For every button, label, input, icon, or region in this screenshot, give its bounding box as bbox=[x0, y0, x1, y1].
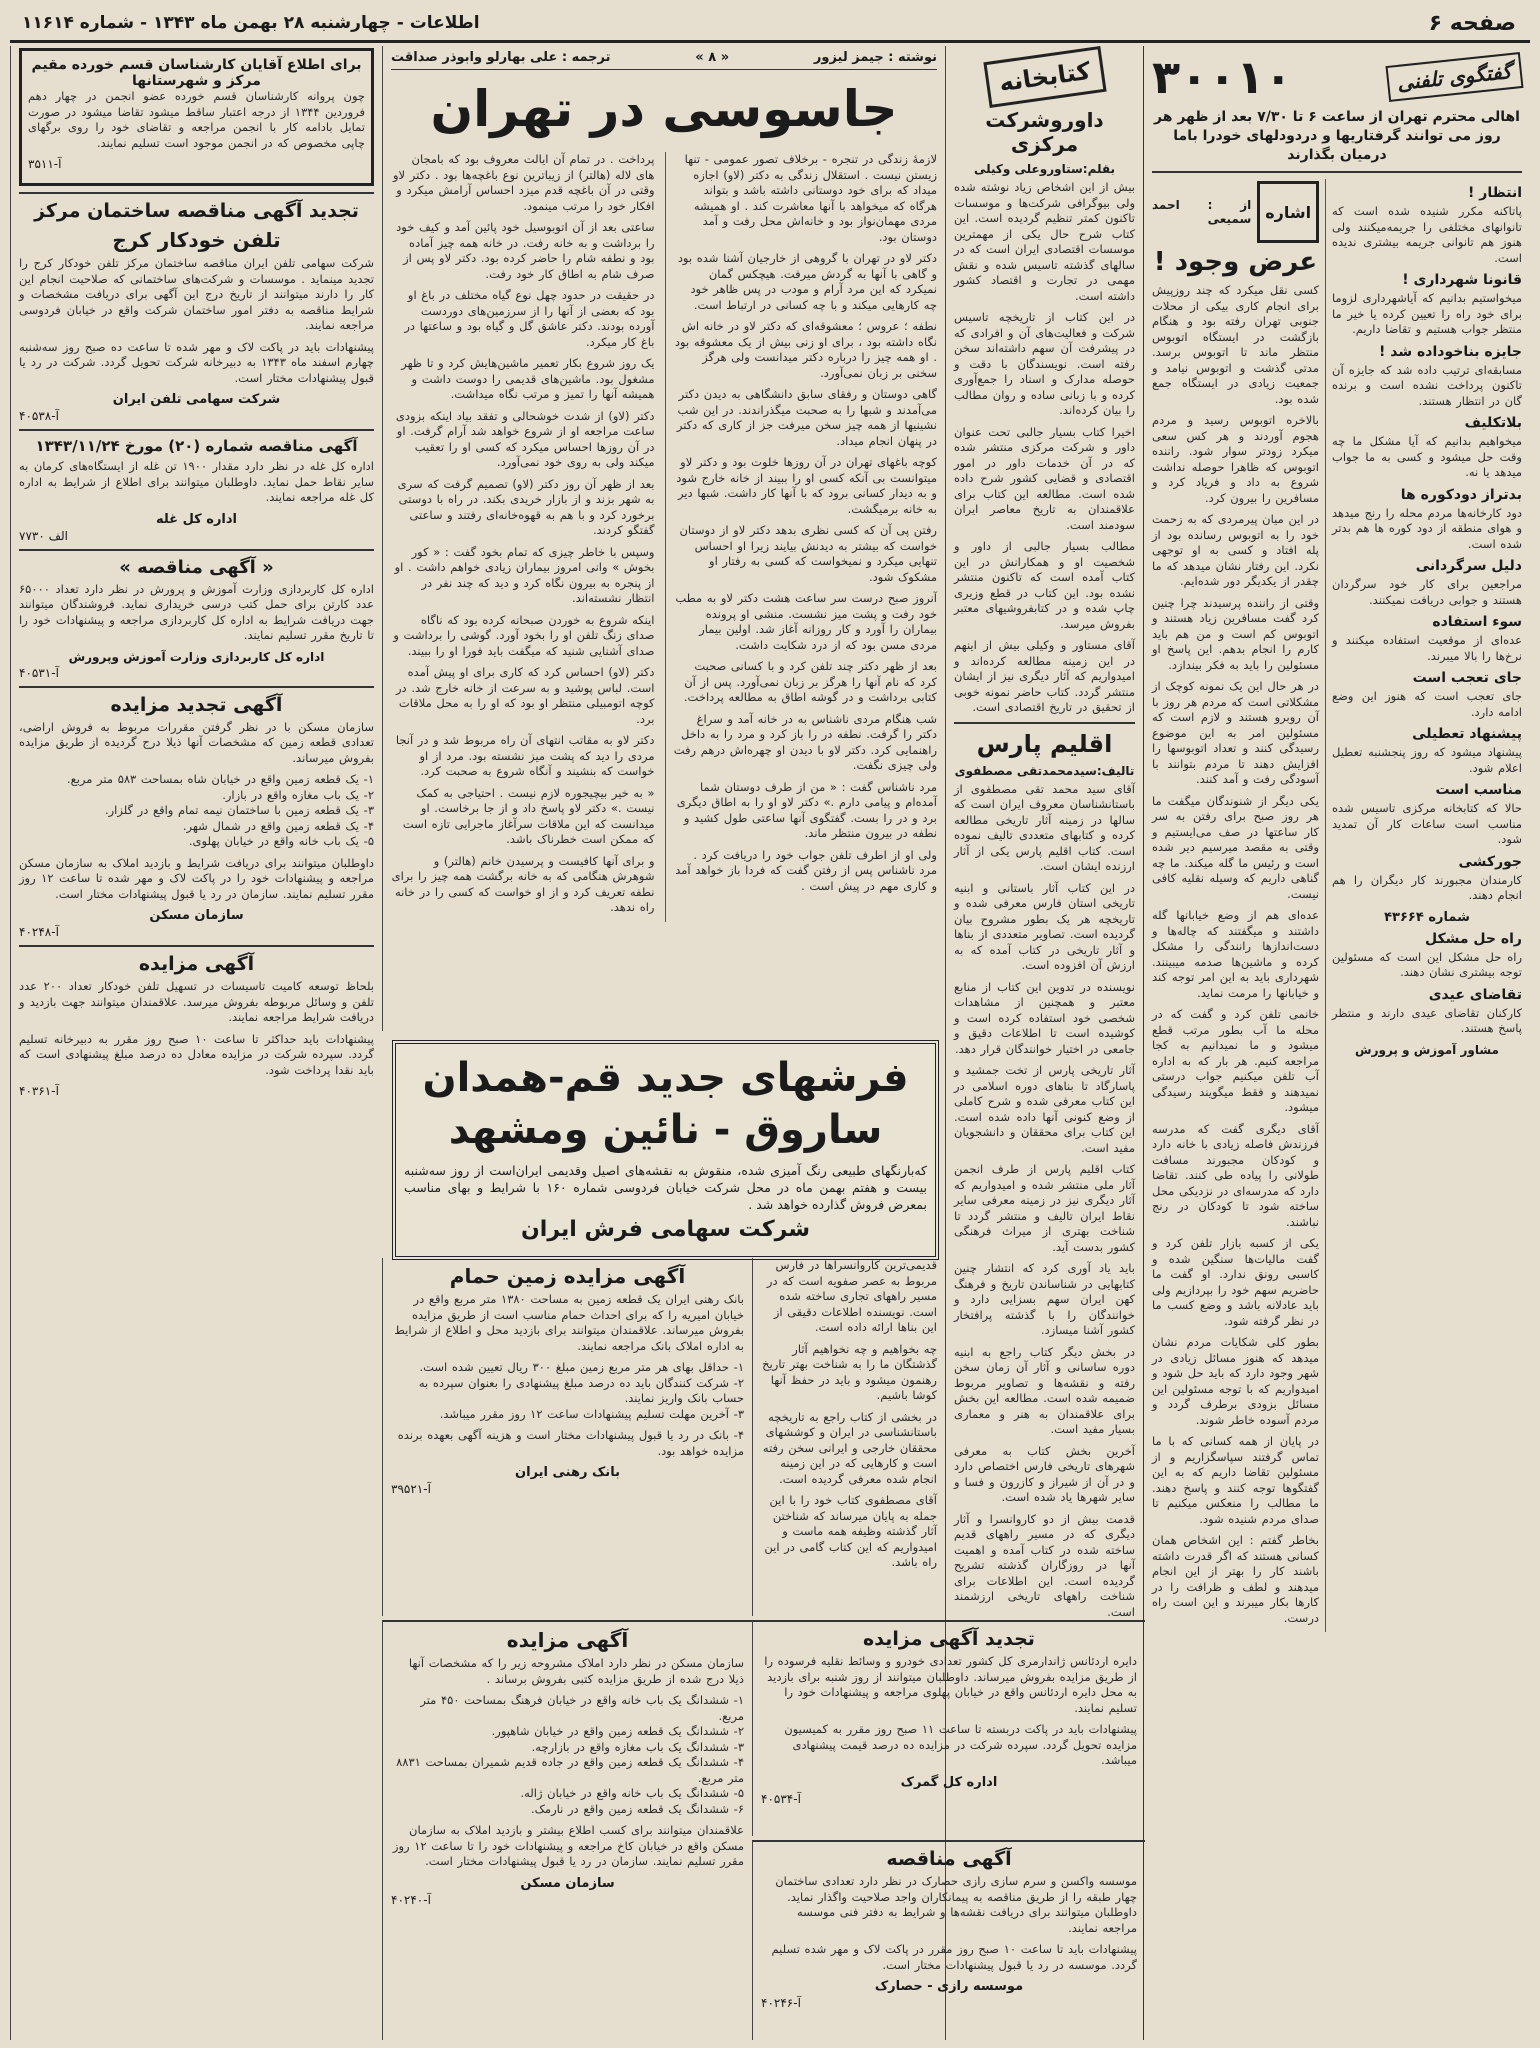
carpet-headline-1: فرشهای جدید قم-همدان bbox=[422, 1055, 909, 1101]
page-header bbox=[10, 6, 1530, 43]
carpet-company: شرکت سهامی فرش ایران bbox=[521, 1217, 810, 1242]
land-bank: بانک رهنی ایران bbox=[515, 1465, 620, 1480]
carpet-advertisement bbox=[392, 1040, 939, 1260]
razi-tender-title: آگهی مناقصه bbox=[886, 1848, 1012, 1870]
ad-code: الف ۷۷۳۰ bbox=[19, 528, 69, 543]
library-logo: کتابخانه bbox=[983, 46, 1106, 108]
notice-code: آ-۳۵۱۱ bbox=[28, 157, 62, 171]
tender-20-title: آگهی مناقصه شماره (۲۰) مورخ ۱۳۴۳/۱۱/۲۴ bbox=[35, 437, 358, 455]
item-heading: سوء استفاده bbox=[1432, 614, 1522, 630]
customs-auction-ad: تجدید آگهی مزایده دایره اردئانس ژاندارمری کل کشور تعدادی خودرو و وسائط نقلیه فرسوده را از طریق مزایده بفروش میرساند. داوطلبان میتوانند از روز شنبه برای بازدید به محل دایره اردئانس واقع در خیابان پهلوی مراجعه و پیشنهادات خود را تسلیم نمایند. پیشنهادات باید در پاکت دربسته تا ساعت ۱۱ صبح روز مقرر به کمیسیون مزایده تحویل گردد. سپرده شرکت در مزایده ده درصد قیمت پیشنهادی میباشد. اداره کل گمرک آ-۴۰۵۳۴ bbox=[752, 1620, 1145, 1836]
ad-code: آ-۴۰۲۴۶ bbox=[761, 1996, 801, 2010]
book-author: بقلم:ستاوروعلی وکیلی bbox=[973, 162, 1116, 176]
item-heading: راه حل مشکل bbox=[1424, 930, 1522, 947]
carpet-headline-2: ساروق - نائین ومشهد bbox=[448, 1107, 883, 1153]
column-title: عرض وجود ! bbox=[1153, 247, 1318, 277]
book-title: اقلیم پارس bbox=[976, 729, 1113, 758]
telephone-company: شرکت سهامی تلفن ایران bbox=[112, 392, 281, 407]
customs-auction-title: تجدید آگهی مزایده bbox=[863, 1628, 1035, 1650]
columnist-byline: از : احمد سمیعی bbox=[1152, 198, 1252, 226]
ad-code: آ-۴۰۵۳۴ bbox=[761, 1791, 801, 1806]
item-heading: قانونا شهرداری ! bbox=[1402, 272, 1522, 288]
phone-number-headline: ۳۰۰۱۰ bbox=[1152, 50, 1293, 104]
serial-author: نوشته : جیمز لیزور bbox=[813, 50, 937, 65]
phone-reference: شماره ۴۳۶۶۴ bbox=[1384, 909, 1470, 925]
advisor-sign: مشاور آموزش و پرورش bbox=[1355, 1042, 1499, 1057]
razi-institute: موسسه رازی - حصارک bbox=[874, 1979, 1024, 1994]
book-author: تالیف:سیدمحمدتقی مصطفوی bbox=[954, 763, 1135, 778]
ad-code: آ-۴۰۵۳۱ bbox=[19, 665, 59, 680]
auction-title: آگهی مزایده bbox=[138, 953, 255, 975]
housing-auction-title: آگهی مزایده bbox=[506, 1628, 629, 1652]
dateline: اطلاعات - چهارشنبه ۲۸ بهمن ماه ۱۳۴۳ - شماره ۱۱۶۱۴ bbox=[22, 13, 480, 33]
ad-code: آ-۴۰۲۴۰ bbox=[391, 1892, 431, 1907]
agri-office: اداره کل کاربردازی وزارت آموزش وپرورش bbox=[68, 649, 325, 664]
razi-tender-ad: آگهی مناقصه موسسه واکسن و سرم سازی رازی حصارک در نظر دارد تعدادی ساختمان چهار طبقه را از طریق مناقصه به پیمانکاران واجد صلاحیت واگذار نماید. داوطلبان میتوانند برای دریافت نقشه‌ها و شرایط به دفتر فنی موسسه مراجعه نمایند. پیشنهادات باید تا ساعت ۱۰ صبح روز مقرر در پاکت لاک و مهر شده تسلیم گردد. موسسه در رد یا قبول پیشنهادات مختار است. موسسه رازی - حصارک آ-۴۰۲۴۶ bbox=[752, 1840, 1145, 2040]
column-library: کتابخانه داوروشرکت مرکزی بقلم:ستاوروعلی وکیلی بیش از این اشخاص زیاد نوشته شده ولی بیوگرافی شرکت‌ها و موسسات تاکنون کمتر تنظیم گردیده است. این کتاب شرح حال یکی از مهمترین موسسات اقتصادی ایران است که در سالهای گذشته تاسیس شده و نقش مهمی در تجارت و اقتصاد کشور داشته است. در این کتاب از تاریخچه تاسیس شرکت و فعالیت‌های آن و افرادی که در پیشرفت آن سهم داشته‌اند سخن رفته است. نویسندگان با دقت و حوصله مدارک و اسناد را جمع‌آوری کرده و با زبانی ساده و روان مطالب را بیان کرده‌اند. اخیرا کتاب بسیار جالبی تحت عنوان داور و شرکت مرکزی منتشر شده که در آن خدمات داور در امور اقتصادی و قضایی کشور شرح داده شده است. مطالعه این کتاب برای علاقمندان به تاریخ معاصر ایران سودمند است. مطالب بسیار جالبی از داور و شخصیت او و همکارانش در این کتاب آمده است که تاکنون منتشر نشده بود. این کتاب در قطع وزیری چاپ شده و در کتابفروشیهای معتبر بفروش میرسد. آقای مستاور و وکیلی بیش از اینهم در این زمینه مطالعه کرده‌اند و امیدواریم که آثار دیگری نیز از ایشان منتشر گردد. کتاب حاضر نمونه خوبی از تحقیق در تاریخ اقتصادی است. اقلیم پارس تالیف:سیدمحمدتقی مصطفوی آقای سید محمد تقی مصطفوی از باستانشناسان معروف ایران است که سالها در زمینه آثار تاریخی مطالعه کرده و کتابهای متعددی تالیف نموده است. کتاب اقلیم پارس یکی از آثار ارزنده ایشان است. در این کتاب آثار باستانی و ابنیه تاریخی استان فارس معرفی شده و تاریخچه هر یک بطور مشروح بیان گردیده است. تصاویر متعددی از بناها و آثار تاریخی در کتاب آمده که به ارزش آن افزوده است. نویسنده در تدوین این کتاب از منابع معتبر و همچنین از مشاهدات شخصی خود استفاده کرده است و کوشیده است تا اطلاعات دقیق و جامعی در اختیار خوانندگان قرار دهد. آثار تاریخی پارس از تخت جمشید و پاسارگاد تا بناهای دوره اسلامی در این کتاب معرفی شده و شرح کاملی از وضع کنونی آنها داده شده است. این کتاب برای محققان و دانشجویان مفید است. کتاب اقلیم پارس از طرف انجمن آثار ملی منتشر شده و امیدواریم که آثار دیگری نیز در زمینه معرفی سایر نقاط ایران تالیف و منتشر گردد تا شناخت بهتری از میراث فرهنگی کشور بدست آید. باید یاد آوری کرد که انتشار چنین کتابهایی در شناساندن تاریخ و فرهنگ کهن ایران سهم بسزایی دارد و خوانندگان را با گذشته پرافتخار کشور آشنا میسازد. در بخش دیگر کتاب راجع به ابنیه دوره ساسانی و آثار آن زمان سخن رفته و نقشه‌ها و تصاویر مربوط ضمیمه شده است. مطالعه این بخش برای علاقمندان به هنر و معماری بسیار مفید است. آخرین بخش کتاب به معرفی شهرهای تاریخی فارس اختصاص دارد و در آن از شیراز و کازرون و فسا و سایر شهرها یاد شده است. قدمت بیش از دو کاروانسرا و آثار دیگری که در مسیر راههای قدیم ساخته شده در کتاب آمده و اهمیت آنها در روزگاران گذشته تشریح گردیده است. این اطلاعات برای شناخت راههای تاریخی ارزشمند است. bbox=[945, 46, 1143, 2040]
item-heading: پیشنهاد تعطیلی bbox=[1412, 726, 1522, 742]
ad-code: آ-۴۰۳۶۱ bbox=[19, 1084, 59, 1098]
tender-title: « آگهی مناقصه » bbox=[119, 556, 274, 578]
column-classified-ads: برای اطلاع آقایان کارشناسان قسم خورده مقیم مرکز و شهرستانها چون پروانه کارشناسان قسم خورده عضو انجمن در چهار دهم فروردین ۱۳۴۴ از درجه اعتبار ساقط میشود تقاضا میشود در صورت تمایل بادامه کار با انجمن مراجعه و تقاضای خود را روی برگهای چاپی مخصوص که در انجمن موجود است تسلیم نمایند. آ-۳۵۱۱ تجدید آگهی مناقصه ساختمان مرکز تلفن خودکار کرج شرکت سهامی تلفن ایران مناقصه ساختمان مرکز تلفن خودکار کرج را تجدید مینماید . موسسات و شرکت‌های ساختمانی که صلاحیت انجام این کار را دارند میتوانند از تاریخ درج این آگهی برای دریافت مشخصات و شرایط مناقصه به دفتر امور ساختمان شرکت واقع در خیابان فردوسی مراجعه نمایند. پیشنهادات باید در پاکت لاک و مهر شده تا ساعت ده صبح روز سه‌شنبه چهارم اسفند ماه ۱۳۴۳ به دبیرخانه شرکت تحویل گردد. شرکت در رد یا قبول پیشنهادات مختار است. شرکت سهامی تلفن ایران آ-۴۰۵۳۸ آگهی مناقصه شماره (۲۰) مورخ ۱۳۴۳/۱۱/۲۴ اداره کل غله در نظر دارد مقدار ۱۹۰۰ تن غله از ایستگاه‌های کرمان به سایر نقاط حمل نماید. داوطلبان میتوانند برای اطلاع از شرایط به اداره کل غله مراجعه نمایند. اداره کل غله الف ۷۷۳۰ « آگهی مناقصه » اداره کل کاربردازی وزارت آموزش و پرورش در نظر دارد تعداد ۶۵۰۰۰ عدد کارتن برای حمل کتب درسی خریداری نماید. فروشندگان میتوانند جهت دریافت شرایط به اداره کل کاربردازی مراجعه و پیشنهادات خود را تا تاریخ مقرر تسلیم نمایند. اداره کل کاربردازی وزارت آموزش وپرورش آ-۴۰۵۳۱ آگهی تجدید مزایده سازمان مسکن با در نظر گرفتن مقررات مربوط به فروش اراضی، تعدادی قطعه زمین که مشخصات آنها ذیلا درج گردیده از طریق مزایده بفروش میرساند. ۱- یک قطعه زمین واقع در خیابان شاه بمساحت ۵۸۳ متر مربع. ۲- یک باب مغازه واقع در بازار. ۳- یک قطعه زمین با ساختمان نیمه تمام واقع در گلزار. ۴- یک قطعه زمین واقع در شمال شهر. ۵- یک باب خانه واقع در خیابان پهلوی. داوطلبان میتوانند برای دریافت شرایط و بازدید املاک به سازمان مسکن مراجعه و پیشنهادات خود را در پاکت لاک و مهر شده تا ساعت ۱۲ روز مقرر تسلیم نمایند. سازمان در رد یا قبول پیشنهادات مختار است. سازمان مسکن آ-۴۰۲۴۸ آگهی مزایده بلحاظ توسعه کامیت تاسیسات در تسهیل تلفن خودکار تعداد ۲۰۰ عدد تلفن و وسائل مربوطه بفروش میرسد. علاقمندان میتوانند جهت بازدید و دریافت شرایط مراجعه نمایند. پیشنهادات باید حداکثر تا ساعت ۱۰ صبح روز مقرر به دبیرخانه تسلیم گردد. سپرده شرکت در مزایده معادل ده درصد مبلغ پیشنهادی است که باید نقدا پرداخت شود. آ-۴۰۳۶۱ bbox=[10, 46, 382, 2040]
carpet-body: کەبارنگهای طبیعی رنگ آمیزی شده، منقوش به نقشه‌های اصیل وقدیمی ایران‌است از روز سه‌شنبه بیست و هفتم بهمن ماه در محل شرکت خیابان فردوسی شماره ۱۶۰ با شرایط و بهای مناسب بمعرض فروش گذارده خواهد شد . bbox=[404, 1163, 927, 1212]
item-heading: جای تعجب است bbox=[1412, 670, 1522, 686]
book-continuation: قدیمی‌ترین کاروانسراها در فارس مربوط به عصر صفویه است که در مسیر راههای تجاری ساخته شده است. نویسنده اطلاعات دقیقی از این بناها ارائه داده است. چه بخواهیم و چه نخواهیم آثار گذشتگان ما را به شناخت بهتر تاریخ رهنمون میشود و باید در حفظ آنها کوشا باشیم. در بخشی از کتاب راجع به تاریخچه باستانشناسی در ایران و کوششهای محققان خارجی و ایرانی سخن رفته است و کارهایی که در این زمینه انجام شده معرفی گردیده است. آقای مصطفوی کتاب خود را با این جمله به پایان میرساند که شناختن آثار گذشته وظیفه همه ماست و امیدواریم که این کتاب گامی در این راه باشد. bbox=[752, 1258, 945, 1616]
column-logo: اشاره bbox=[1257, 181, 1319, 243]
book-title: داوروشرکت مرکزی bbox=[985, 108, 1104, 156]
housing-auction-ad: آگهی مزایده سازمان مسکن در نظر دارد املاک مشروحه زیر را که مشخصات آنها ذیلا درج شده از طریق مزایده کتبی بفروش برساند . ۱- ششدانگ یک باب خانه واقع در خیابان فرهنگ بمساحت ۴۵۰ متر مربع. ۲- ششدانگ یک قطعه زمین واقع در خیابان شاهپور. ۳- ششدانگ یک باب مغازه واقع در بازارچه. ۴- ششدانگ یک قطعه زمین واقع در جاده قدیم شمیران بمساحت ۸۸۳۱ متر مربع. ۵- ششدانگ یک باب خانه واقع در خیابان ژاله. ۶- ششدانگ یک قطعه زمین واقع در نارمک. علاقمندان میتوانند برای کسب اطلاع بیشتر و بازدید املاک به سازمان مسکن واقع در خیابان کاخ مراجعه و پیشنهادات خود را تا ساعت ۱۲ روز مقرر تسلیم نمایند. سازمان در رد یا قبول پیشنهادات مختار است. سازمان مسکن آ-۴۰۲۴۰ bbox=[382, 1620, 752, 2040]
serial-number: « ۸ » bbox=[695, 50, 730, 65]
item-heading: جایزه بناخوداده شد ! bbox=[1379, 343, 1522, 360]
housing-org: سازمان مسکن bbox=[149, 908, 244, 923]
item-heading: دلیل سرگردانی bbox=[1415, 558, 1522, 574]
serial-translators: ترجمه : علی بهارلو وابوذر صداقت bbox=[391, 50, 611, 65]
item-heading: انتظار ! bbox=[1468, 185, 1522, 201]
engineers-notice-title: برای اطلاع آقایان کارشناسان قسم خورده مقیم مرکز و شهرستانها bbox=[31, 57, 362, 89]
ad-code: آ-۴۰۲۴۸ bbox=[19, 925, 59, 939]
page-number: صفحه ۶ bbox=[1428, 10, 1516, 36]
ad-code: آ-۴۰۵۳۸ bbox=[19, 409, 59, 423]
column-subhead: اهالی محترم تهران از ساعت ۶ تا ۷/۳۰ بعد از ظهر هر روز می توانند گرفتاریها و دردودلهای خودرا باما درمیان بگذارند bbox=[1154, 109, 1520, 163]
grain-office: اداره کل غله bbox=[155, 511, 238, 527]
serial-story: نوشته : جیمز لیزور « ۸ » ترجمه : علی بهارلو وابوذر صداقت جاسوسی در تهران لازمهٔ زندگی در تنجره - برخلاف تصور عمومی - تنها زیستن نیست . استقلال زندگی به دکتر (لاو) اجازه میداد که برای خود دوستانی داشته باشد و بتواند هرگاه که میخواهد با آنها معاشرت کند . او همیشه مردی مهمان‌نواز بود و خانه‌اش محل رفت و آمد دوستان بود. دکتر لاو در تهران با گروهی از خارجیان آشنا شده بود و گاهی با آنها به گردش میرفت. هیچکس گمان نمیکرد که این مرد آرام و مودب در پس ظاهر خود چه کارهایی میکند و با چه کسانی در ارتباط است. نطفه ؛ عروس ؛ معشوقه‌ای که دکتر لاو در خانه اش نگاه داشته بود ، برای او زنی بیش از یک معشوقه بود . او همه چیز را درباره دکتر میدانست ولی هرگز سخنی بر زبان نمی‌آورد. گاهی دوستان و رفقای سابق دانشگاهی به دیدن دکتر می‌آمدند و شبها را به صحبت میگذراندند. در این شب نشینیها از همه چیز سخن میرفت جز از کاری که دکتر در پنهان انجام میداد. کوچه باغهای تهران در آن روزها خلوت بود و دکتر لاو میتوانست بی آنکه کسی او را ببیند از خانه خارج شود و به دیدار کسانی برود که با آنها کار داشت. شبها دیر به خانه برمیگشت. رفتن پی آن که کسی نظری بدهد دکتر لاو از دوستان خواست که بیشتر به دیدنش بیایند زیرا او احساس تنهایی میکرد و نمیخواست که کسی به رفتار او مشکوک شود. آنروز صبح درست سر ساعت هشت دکتر لاو به مطب خود رفت و پشت میز نشست. منشی او پرونده بیماران را آورد و کار روزانه آغاز شد. اولین بیمار مردی مسن بود که از درد شکایت داشت. بعد از ظهر دکتر چند تلفن کرد و با کسانی صحبت کرد که نام آنها را هرگز بر زبان نمی‌آورد. پس از آن کتابی برداشت و در گوشه اطاق به مطالعه پرداخت. شب هنگام مردی ناشناس به در خانه آمد و سراغ دکتر را گرفت. نطفه در را باز کرد و مرد را به داخل راهنمایی کرد. دکتر لاو با دیدن او چهره‌اش درهم رفت ولی چیزی نگفت. مرد ناشناس گفت : « من از طرف دوستان شما آمده‌ام و پیامی دارم .» دکتر لاو او را به اطاق دیگری برد و در را بست. گفتگوی آنها ساعتی طول کشید و نطفه در بیرون منتظر ماند. ولی او از اطرف تلفن جواب خود را دریافت کرد . مرد ناشناس پس از رفتن گفت که فردا باز خواهد آمد و کاری مهم در پیش است . پرداخت . در تمام آن ایالت معروف بود که بامجان های لاله (هالتر) از زیباترین نوع باغچه‌ها بود . دکتر لاو وقتی در آن باغچه قدم میزد احساس آرامش میکرد و افکار خود را مرتب مینمود. ساعتی بعد از آن اتوبوسیل خود پائین آمد و کیف خود را برداشت و به خانه رفت. در خانه همه چیز آماده بود و نطفه شام را حاضر کرده بود. دکتر لاو پس از صرف شام به اطاق کار خود رفت. در حقیقت در حدود چهل نوع گیاه مختلف در باغ او بود که بعضی از آنها را از سرزمین‌های دوردست آورده بودند. دکتر عاشق گل و گیاه بود و ساعتها در باغ کار میکرد. یک روز شروع بکار تعمیر ماشین‌هایش کرد و تا ظهر مشغول بود. ماشین‌های قدیمی را دوست داشت و همیشه آنها را تمیز و مرتب نگاه میداشت. دکتر (لاو) از شدت خوشحالی و تفقد بیاد اینکه بزودی ساعت مراجعه او از شروع خواهد شد آرام گرفت. او در آن روزها احساس میکرد که کسی او را تعقیب میکند ولی به روی خود نمی‌آورد. بعد از ظهر آن روز دکتر (لاو) تصمیم گرفت که سری به شهر بزند و از بازار خریدی بکند. در راه با دوستی برخورد کرد و با هم به قهوه‌خانه‌ای رفتند و ساعتی گفتگو کردند. وسپس با خاطر چیزی که تمام بخود گفت : « کور بخوش » وانی امروز بیماران زیادی خواهم داشت . او از پنجره به بیرون نگاه کرد و دید که چند نفر در انتظار نشسته‌اند. اینکه شروع به خوردن صبحانه کرده بود که ناگاه صدای زنگ تلفن او را بخود آورد. گوشی را برداشت و صدای آشنایی شنید که میگفت باید فورا او را ببیند. دکتر (لاو) احساس کرد که کاری برای او پیش آمده است. لباس پوشید و به سرعت از خانه خارج شد. در کوچه اتومبیلی منتظر او بود که او را به محل ملاقات برد. دکتر لاو به مقاتب انتهای آن راه مربوط شد و در آنجا مردی را دید که پشت میز نشسته بود. مرد از او خواست که بنشیند و آنگاه شروع به صحبت کرد. « به خیر بیچیجوره لازم نیست . احتیاجی به کمک نیست .» دکتر لاو پاسخ داد و از جا برخاست. او میدانست که این ملاقات سرآغاز ماجرایی تازه است که ممکن است خطرناک باشد. و برای آنها کافیست و پرسیدن خانم (هالتر) و شوهرش هنگامی که به خانه برگشت همه چیز را برای نطفه تعریف کرد و از او خواست که کسی را در خانه راه ندهد. bbox=[382, 46, 945, 1031]
renewed-auction-title: آگهی تجدید مزایده bbox=[110, 693, 283, 716]
item-heading: بدتراز دودکوره ها bbox=[1400, 486, 1522, 503]
land-auction-title: آگهی مزایده زمین حمام bbox=[449, 1264, 686, 1288]
telephone-building-title: تجدید آگهی مناقصه ساختمان مرکز bbox=[34, 200, 359, 222]
customs-office: اداره کل گمرک bbox=[900, 1774, 998, 1790]
item-heading: مناسب است bbox=[1435, 782, 1522, 798]
item-heading: جورکشی bbox=[1458, 853, 1522, 870]
item-heading: تقاضای عیدی bbox=[1428, 986, 1522, 1003]
serial-headline: جاسوسی در تهران bbox=[430, 80, 898, 138]
telephone-building-subtitle: تلفن خودکار کرج bbox=[112, 228, 281, 252]
phone-talk-logo: گفتگوی تلفنی bbox=[1386, 52, 1524, 102]
ad-code: آ-۳۹۵۲۱ bbox=[391, 1482, 431, 1496]
item-heading: بلاتکلیف bbox=[1464, 415, 1522, 431]
land-auction-ad: آگهی مزایده زمین حمام بانک رهنی ایران یک قطعه زمین به مساحت ۱۳۸۰ متر مربع واقع در خیابان امیریه را که برای احداث حمام مناسب است از طریق مزایده بفروش میرساند. علاقمندان میتوانند برای بازدید محل و اطلاع از شرایط به اداره املاک بانک مراجعه نمایند. ۱- حداقل بهای هر متر مربع زمین مبلغ ۳۰۰ ریال تعیین شده است. ۲- شرکت کنندگان باید ده درصد مبلغ پیشنهادی را بعنوان سپرده به حساب بانک واریز نمایند. ۳- آخرین مهلت تسلیم پیشنهادات ساعت ۱۲ روز مقرر میباشد. ۴- بانک در رد یا قبول پیشنهادات مختار است و هزینه آگهی بعهده برنده مزایده خواهد بود. بانک رهنی ایران آ-۳۹۵۲۱ bbox=[382, 1258, 752, 1616]
column-citizen-calls: گفتگوی تلفنی ۳۰۰۱۰ اهالی محترم تهران از ساعت ۶ تا ۷/۳۰ بعد از ظهر هر روز می توانند گرفتاریها و دردودلهای خودرا باما درمیان بگذارند انتظار ! پاتاکنه مکرر شنیده شده است که تانوانهای مختلفی را جریمه‌میکنند ولی هنوز هم تانوانی جریمه بیشتری ندیده است. قانونا شهرداری ! میخواستیم بدانیم که آیاشهرداری لزوما برای خود راه را تعیین کرده یا خیر ما منتظر جواب هستیم و تقاضا داریم. جایزه بناخوداده شد ! مسابقه‌ای ترتیب داده شد که جایزه آن تاکنون پرداخت نشده است و برنده گان در انتظار هستند. بلاتکلیف میخواهیم بدانیم که آیا مشکل ما چه وقت حل میشود و کسی به ما جواب میدهد یا نه. بدتراز دودکوره ها دود کارخانه‌ها مردم محله را رنج میدهد و هوای منطقه از دود کوره ها هم بدتر شده است. دلیل سرگردانی مراجعین برای کار خود سرگردان هستند و جوابی دریافت نمیکنند. سوء استفاده عده‌ای از موقعیت استفاده میکنند و نرخ‌ها را بالا میبرند. جای تعجب است جای تعجب است که هنوز این وضع ادامه دارد. پیشنهاد تعطیلی پیشنهاد میشود که روز پنجشنبه تعطیل اعلام شود. مناسب است حالا که کتابخانه مرکزی تاسیس شده مناسب است ساعات کار آن تمدید شود. جورکشی کارمندان مجبورند کار دیگران را هم انجام دهند. شماره ۴۳۶۶۴ راه حل مشکل راه حل مشکل این است که مسئولین توجه بیشتری نشان دهند. تقاضای عیدی کارکنان تقاضای عیدی دارند و منتظر پاسخ هستند. مشاور آموزش و پرورش اشاره از : احمد سمیعی عرض وجود ! کسی نقل میکرد که چند روزپیش برای انجام کاری بیکی از محلات جنوبی تهران رفته بود و هنگام بازگشت در ایستگاه اتوبوس منتظر ماند تا اتوبوس برسد. مدتی گذشت و اتوبوس نیامد و جمعیت زیادی در ایستگاه جمع شده بود. بالاخره اتوبوس رسید و مردم هجوم آوردند و هر کس سعی میکرد زودتر سوار شود. راننده اتوبوس که ظاهرا حوصله نداشت شروع به داد و فریاد کرد و مسافرین را بیرون کرد. در این میان پیرمردی که به زحمت خود را به اتوبوس رسانده بود از پله افتاد و کسی به او توجهی نکرد. این رفتار نشان میدهد که ما چقدر از یکدیگر دور شده‌ایم. وقتی از راننده پرسیدند چرا چنین کرد گفت مسافرین زیاد هستند و اتوبوس کم است و من هم باید کارم را انجام بدهم. این پاسخ او مسئولین را باید به فکر بیندازد. در هر حال این یک نمونه کوچک از مشکلاتی است که مردم هر روز با آن روبرو هستند و لازم است که مسئولین امر به این موضوع رسیدگی کنند و تعداد اتوبوسها را افزایش دهند تا مردم بتوانند با آسودگی رفت و آمد کنند. یکی دیگر از شنوندگان میگفت ما هر روز صبح برای رفتن به سر کار ساعتها در صف می‌ایستیم و وقتی به مقصد میرسیم دیر شده است و رئیس ما گله میکند. ما چه گناهی داریم که وسیله نقلیه کافی نیست. عده‌ای هم از وضع خیابانها گله داشتند و میگفتند که چاله‌ها و دست‌اندازها رانندگی را مشکل کرده و ماشین‌ها صدمه میبینند. شهرداری باید به این امر توجه کند و خیابانها را مرمت نماید. خانمی تلفن کرد و گفت که در محله ما آب بطور مرتب قطع میشود و ما نمیدانیم به کجا مراجعه کنیم. هر بار که به اداره آب تلفن میکنیم جواب درستی نمیدهند و فقط میگویند رسیدگی میشود. آقای دیگری گفت که مدرسه فرزندش فاصله زیادی با خانه دارد و کودکان مجبورند مسافت طولانی را پیاده طی کنند. تقاضا دارد که مدرسه‌ای در نزدیکی محل ساخته شود تا کودکان در رنج نباشند. یکی از کسبه بازار تلفن کرد و گفت مالیات‌ها سنگین شده و کاسبی رونق ندارد. او گفت ما حاضریم سهم خود را بپردازیم ولی باید عادلانه باشد و وضع کسب ما در نظر گرفته شود. بطور کلی شکایات مردم نشان میدهد که هنوز مسائل زیادی در شهر وجود دارد که باید حل شود و امیدواریم که با توجه مسئولین این مسائل بزودی برطرف گردد و مردم آسوده خاطر شوند. در پایان از همه کسانی که با ما تماس گرفتند سپاسگزاریم و از مسئولین تقاضا داریم که به این گفتگوها توجه کنند و پاسخ دهند. ما مطالب را منعکس میکنیم تا صدای مردم شنیده شود. بخاطر گفتم : این اشخاص همان کسانی هستند که اگر قدرت داشته باشند کار را بهتر از این انجام میدهند و لطف و ظرافت را در کارها بکار میبرند و این است راه درست. bbox=[1143, 46, 1530, 2040]
housing-org-2: سازمان مسکن bbox=[520, 1875, 615, 1891]
